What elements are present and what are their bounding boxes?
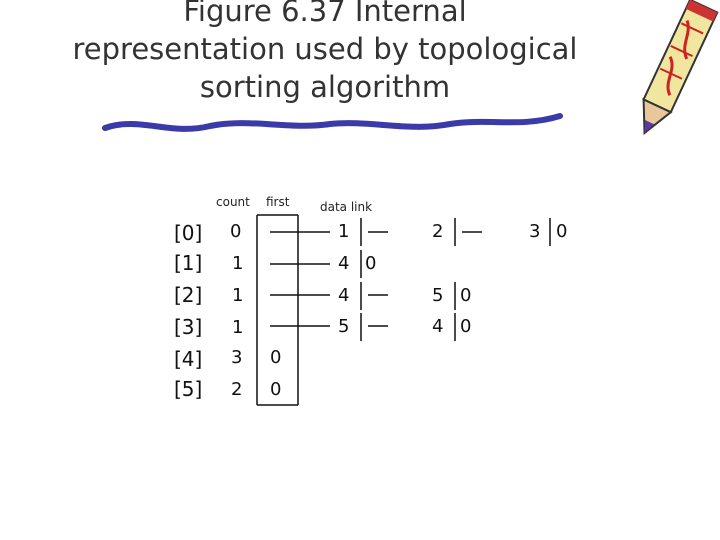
node-data: 5	[432, 285, 444, 306]
node-data: 4	[338, 285, 350, 306]
title-line-3: sorting algorithm	[199, 70, 451, 104]
node-data: 4	[338, 253, 350, 274]
count-value: 1	[232, 253, 244, 274]
count-value: 1	[232, 285, 244, 306]
count-value: 1	[232, 317, 244, 338]
index-label: [4]	[174, 347, 203, 371]
index-label: [0]	[174, 221, 203, 245]
count-value: 3	[231, 347, 243, 368]
node-link: 0	[365, 253, 377, 274]
count-value: 2	[231, 379, 243, 400]
title-line-1: Figure 6.37 Internal	[183, 0, 467, 28]
node-data: 2	[432, 221, 444, 242]
node-link: 0	[460, 285, 472, 306]
node-data: 1	[338, 221, 350, 242]
index-label: [3]	[174, 315, 203, 339]
index-label: [5]	[174, 377, 203, 401]
first-value: 0	[270, 347, 282, 368]
first-value: 0	[270, 379, 282, 400]
data-link-header: data link	[320, 200, 373, 214]
node-link: 0	[556, 221, 568, 242]
node-data: 3	[529, 221, 541, 242]
index-label: [2]	[174, 283, 203, 307]
index-label: [1]	[174, 251, 203, 275]
count-header: count	[216, 195, 250, 209]
count-value: 0	[230, 221, 242, 242]
node-data: 4	[432, 316, 444, 337]
node-data: 5	[338, 316, 350, 337]
title-line-2: representation used by topological	[72, 32, 578, 66]
first-header: first	[266, 195, 290, 209]
node-link: 0	[460, 316, 472, 337]
